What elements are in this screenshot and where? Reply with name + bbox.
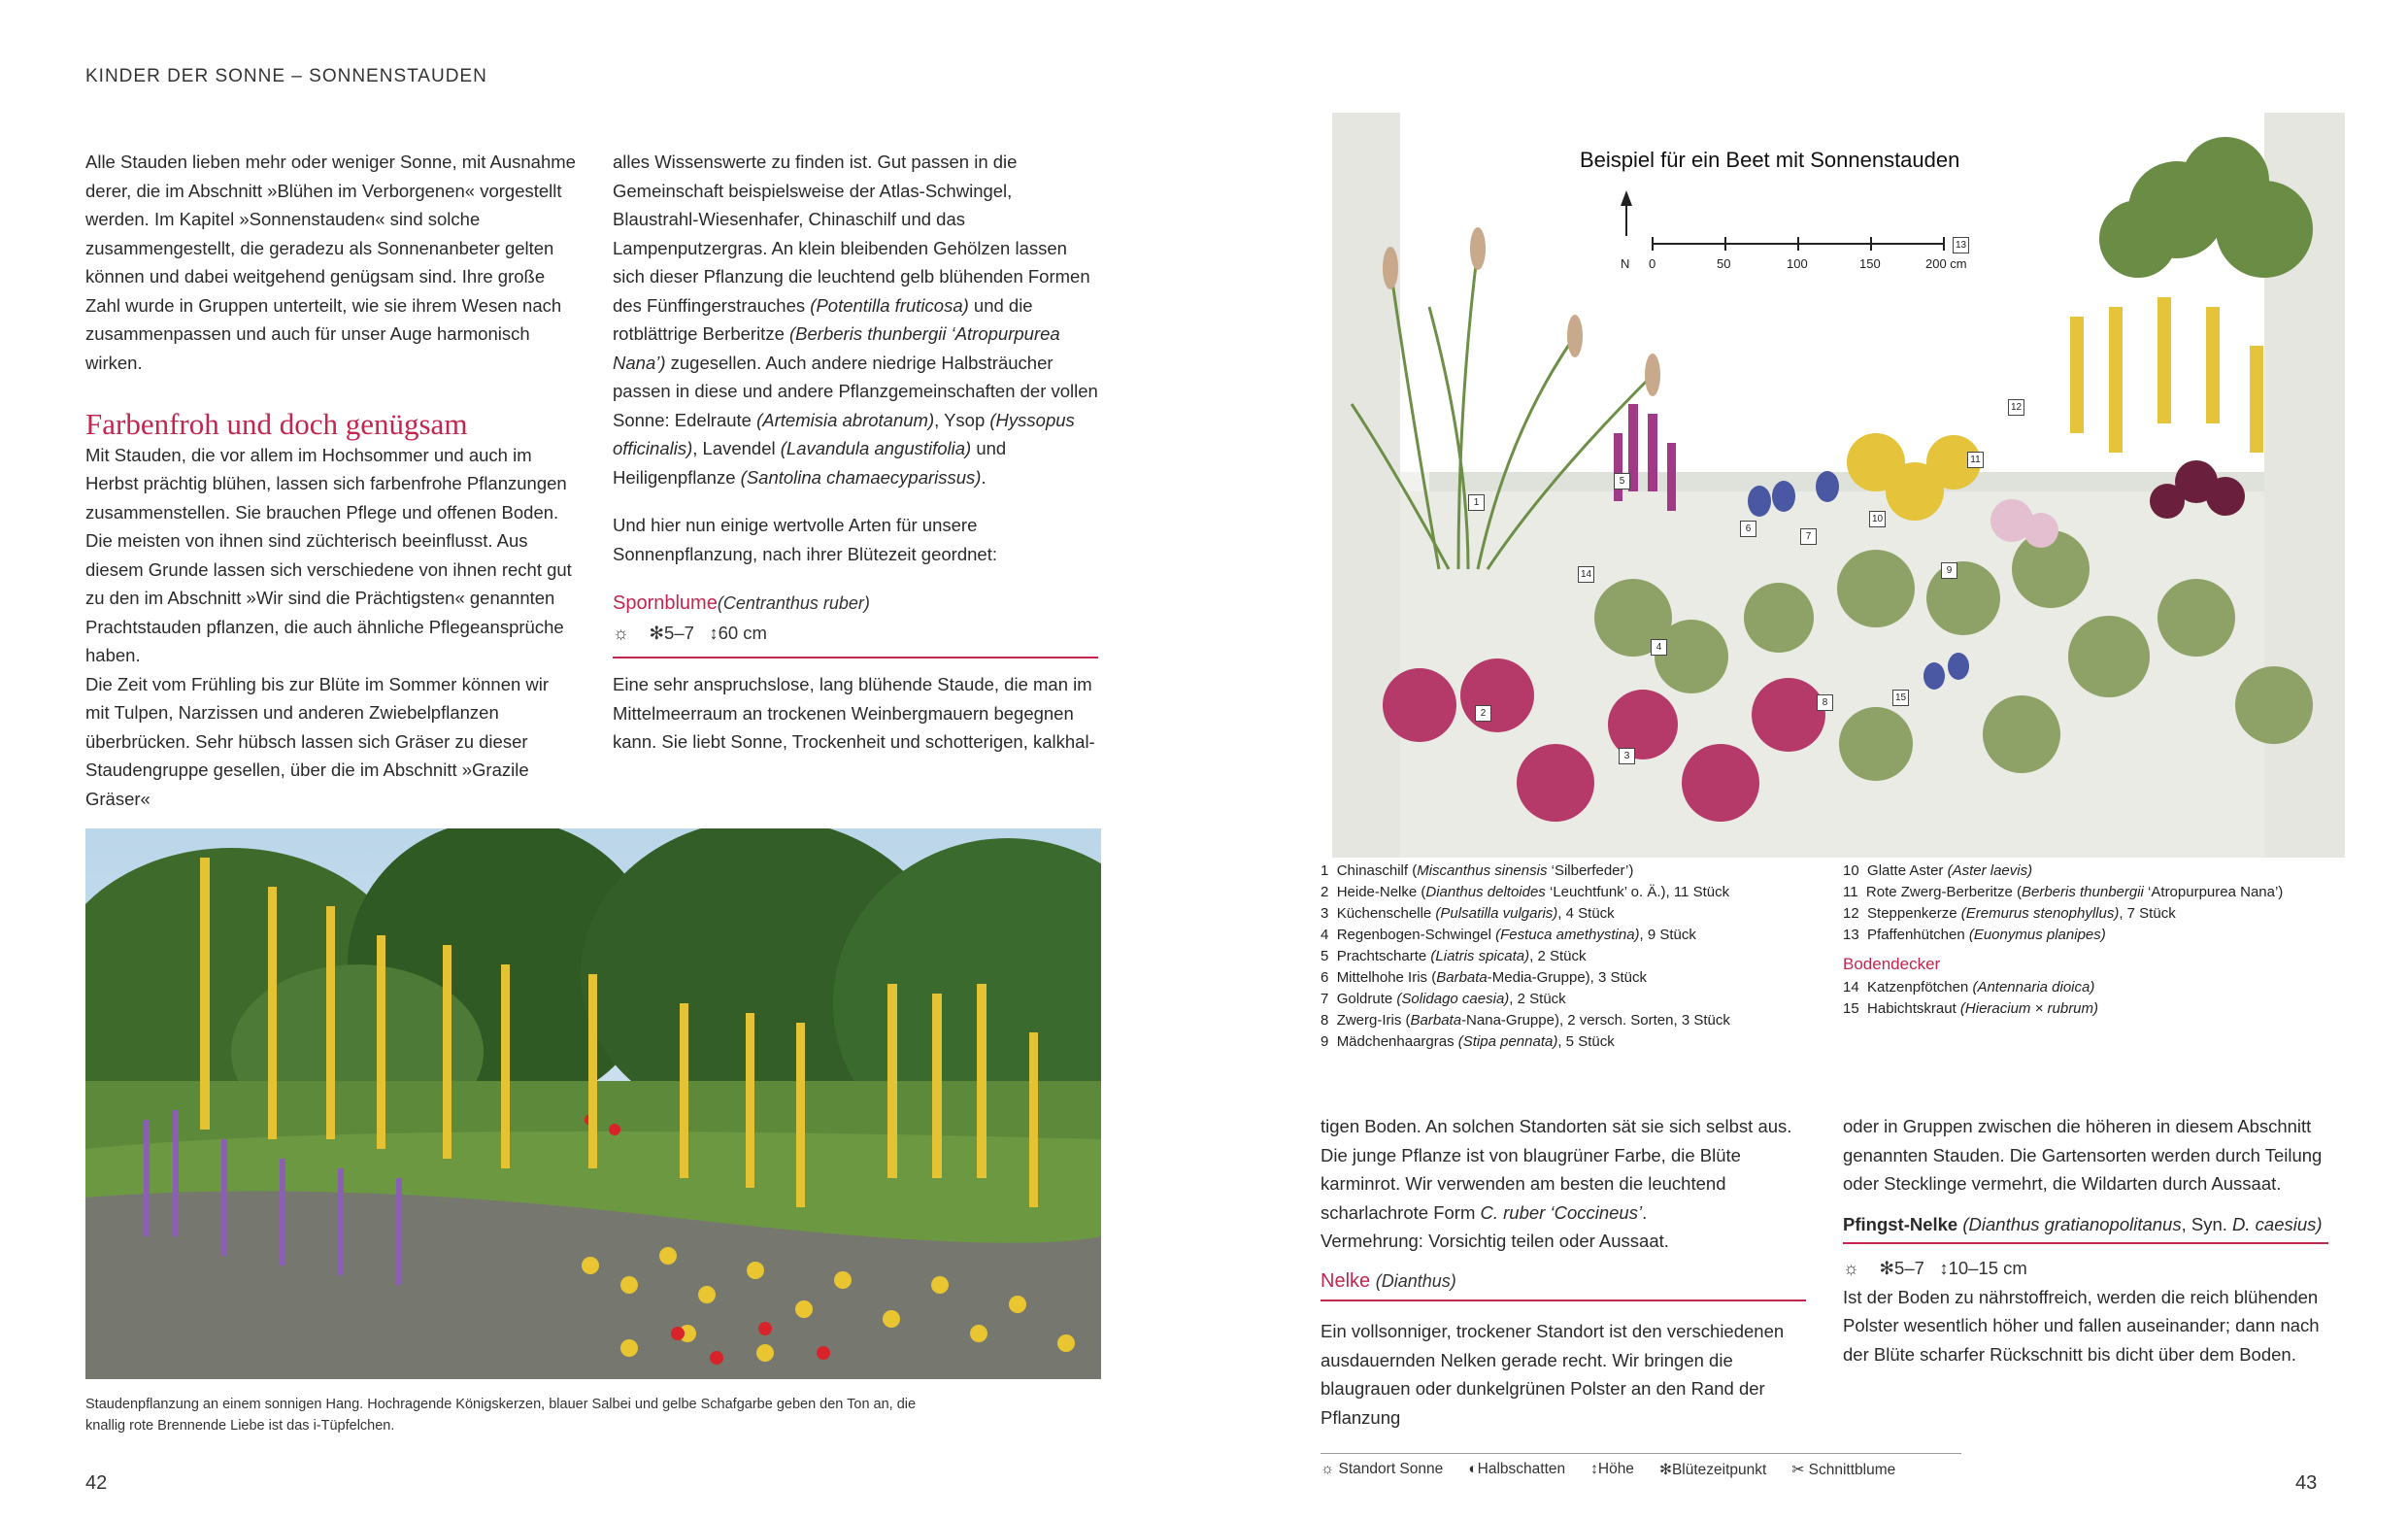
photo-caption: Staudenpflanzung an einem sonnigen Hang. Hochragende Königskerzen, blauer Salbei und gelbe Schafgarbe geben den Ton an, die knallig rote Brennende Liebe ist das i-Tüpfelchen. <box>85 1397 917 1434</box>
plan-title: Beispiel für ein Beet mit Sonnenstauden <box>1580 148 1960 172</box>
plan-marker: 13 <box>1953 237 1969 253</box>
plan-marker: 4 <box>1651 639 1667 656</box>
scale-tick-50: 50 <box>1717 256 1731 271</box>
farbenfroh-paragraph: Mit Stauden, die vor allem im Hochsommer und auch im Herbst prächtig blühen, lassen sich farbenfrohe Pflanzungen zusammenstellen. Sie brauchen Pflege und offenen Boden. Die meisten von ihnen sind züchterisch beeinflusst. Aus diesem Grunde lassen sich verschiedene von ihnen recht gut zu den im Abschnitt »Wir sind die Prächtigsten« genannten Prachtstauden pflanzen, die auch ähnliche Pflegeansprüche haben. <box>85 444 572 665</box>
sun-icon: ☼ <box>1843 1258 1859 1278</box>
pfingst-rule <box>1843 1242 2328 1244</box>
page-number-right: 43 <box>2295 1472 2318 1494</box>
planting-plan <box>1332 113 2345 858</box>
right-column-1 <box>1321 1112 1806 1432</box>
scale-tick-150: 150 <box>1859 256 1881 271</box>
sun-icon: ☼ <box>613 622 629 643</box>
nelke-continued: oder in Gruppen zwischen die höheren in diesem Abschnitt genannten Stauden. Die Gartensorten werden durch Teilung oder Stecklinge vermehrt, die Wildarten durch Aussaat. <box>1843 1116 2323 1194</box>
key-cutflower: ✂ Schnittblume <box>1791 1462 1896 1478</box>
garden-photo-illustration <box>85 828 1101 1379</box>
bodendecker-heading: Bodendecker <box>1843 955 1941 973</box>
spornblume-rule <box>613 657 1098 658</box>
bloom-icon: ✻ <box>1658 1462 1672 1478</box>
spornblume-heading: Spornblume(Centranthus ruber) <box>613 592 870 614</box>
garden-photo <box>85 828 1101 1379</box>
legend-item: 5 Prachtscharte (Liatris spicata), 2 Stück <box>1321 948 1587 964</box>
legend-right <box>1843 861 2348 1020</box>
pfingst-text: Ist der Boden zu nährstoffreich, werden die reich blühenden Polster wesentlich höher und fallen auseinander; dann nach der Blüte scharfer Rückschnitt bis dicht über dem Boden. <box>1843 1286 2320 1365</box>
symbol-key <box>1321 1461 1895 1479</box>
left-column-2 <box>613 148 1098 757</box>
legend-item: 11 Rote Zwerg-Berberitze (Berberis thunbergii ‘Atropurpurea Nana’) <box>1843 884 2284 900</box>
key-sun: ☼ Standort Sonne <box>1321 1461 1444 1477</box>
half-shade-icon: ◐ <box>1468 1461 1478 1477</box>
scale-tick-0: 0 <box>1649 256 1656 271</box>
plan-marker: 6 <box>1740 521 1756 537</box>
plan-marker: 14 <box>1578 566 1594 583</box>
heading-farbenfroh: Farbenfroh und doch genügsam <box>85 407 468 441</box>
col2-paragraph-1: alles Wissenswerte zu finden ist. Gut passen in die Gemeinschaft beispielsweise der Atlas-Schwingel, Blaustrahl-Wiesenhafer, Chinaschilf und das Lampenputzergras. An klein bleibenden Gehölzen lassen sich dieser Pflanzung die leuchtend gelb blühenden Formen des Fünffingerstrauches (Potentilla fruticosa) und die rotblättrige Berberitze (Berberis thunbergii ‘Atropurpurea Nana’) zugesellen. Auch andere niedrige Halbsträucher passen in diese und andere Pflanzgemeinschaften der vollen Sonne: Edelraute (Artemisia abrotanum), Ysop (Hyssopus officinalis), Lavendel (Lavandula angustifolia) und Heiligenpflanze (Santolina chamaecyparissus). <box>613 152 1098 488</box>
legend-item: 1 Chinaschilf (Miscanthus sinensis ‘Silberfeder’) <box>1321 862 1634 879</box>
left-column-1 <box>85 148 576 813</box>
nelke-text: Ein vollsonniger, trockener Standort ist den verschiedenen ausdauernden Nelken gerade recht. Wir bringen die blaugrauen oder dunkelgrünen Polster an den Rand der Pflanzung <box>1321 1321 1785 1428</box>
intro-paragraph: Alle Stauden lieben mehr oder weniger Sonne, mit Ausnahme derer, die im Abschnitt »Blühen im Verborgenen« vorgestellt werden. Im Kapitel »Sonnenstauden« sind solche zusammengestellt, die geradezu als Sonnenanbeter gelten können und dabei weitgehend genügsam sind. Ihre große Zahl wurde in Gruppen unterteilt, wie sie ihrem Wesen nach zusammenpassen und auch für unser Auge harmonisch wirken. <box>85 152 576 373</box>
plan-marker: 11 <box>1967 452 1984 468</box>
nelke-heading: Nelke (Dianthus) <box>1321 1269 1456 1292</box>
footer-rule <box>1321 1453 1961 1454</box>
legend-item: 9 Mädchenhaargras (Stipa pennata), 5 Stück <box>1321 1033 1615 1050</box>
plan-marker: 8 <box>1817 694 1833 711</box>
spornblume-continued: tigen Boden. An solchen Standorten sät sie sich selbst aus. Die junge Pflanze ist von blaugrüner Farbe, die Blüte karminrot. Wir verwenden am besten die leuchtend scharlachrote Form C. ruber ‘Coccineus’. <box>1321 1116 1792 1223</box>
plan-marker: 5 <box>1614 473 1630 489</box>
north-label: N <box>1621 256 1630 271</box>
legend-item: 8 Zwerg-Iris (Barbata-Nana-Gruppe), 2 versch. Sorten, 3 Stück <box>1321 1012 1730 1029</box>
legend-left <box>1321 861 1825 1053</box>
scissors-icon: ✂ <box>1791 1462 1805 1478</box>
plan-marker: 9 <box>1941 562 1957 579</box>
running-head: KINDER DER SONNE – SONNENSTAUDEN <box>85 66 487 86</box>
plan-marker: 15 <box>1892 690 1909 706</box>
page-number-left: 42 <box>85 1472 108 1494</box>
legend-item: 14 Katzenpfötchen (Antennaria dioica) <box>1843 979 2095 996</box>
plan-marker: 12 <box>2008 399 2024 416</box>
key-bloom: ✻Blütezeitpunkt <box>1658 1462 1767 1478</box>
legend-item: 2 Heide-Nelke (Dianthus deltoides ‘Leuchtfunk’ o. Ä.), 11 Stück <box>1321 884 1730 900</box>
legend-item: 6 Mittelhohe Iris (Barbata-Media-Gruppe), 3 Stück <box>1321 969 1648 986</box>
plan-marker: 3 <box>1619 748 1635 764</box>
legend-item: 4 Regenbogen-Schwingel (Festuca amethystina), 9 Stück <box>1321 927 1696 943</box>
col2-paragraph-2: Und hier nun einige wertvolle Arten für unsere Sonnenpflanzung, nach ihrer Blütezeit geordnet: <box>613 515 997 564</box>
pfingst-symbols: ☼ ✻5–7 ↕10–15 cm <box>1843 1258 2027 1278</box>
spornblume-text: Eine sehr anspruchslose, lang blühende Staude, die man im Mittelmeerraum an trockenen Weinbergmauern begegnen kann. Sie liebt Sonne, Trockenheit und schotterigen, kalkhal- <box>613 674 1095 752</box>
vermehrung-text: Vermehrung: Vorsichtig teilen oder Aussaat. <box>1321 1231 1669 1251</box>
right-column-2 <box>1843 1112 2328 1368</box>
legend-item: 10 Glatte Aster (Aster laevis) <box>1843 862 2033 879</box>
plan-marker: 1 <box>1468 494 1485 511</box>
pfingst-nelke-heading: Pfingst-Nelke (Dianthus gratianopolitanus, Syn. D. caesius) <box>1843 1213 2323 1234</box>
plan-marker: 2 <box>1475 705 1491 722</box>
planting-plan-illustration <box>1332 113 2345 858</box>
plan-marker: 10 <box>1869 511 1886 527</box>
legend-item: 15 Habichtskraut (Hieracium × rubrum) <box>1843 1000 2099 1017</box>
legend-item: 12 Steppenkerze (Eremurus stenophyllus), 7 Stück <box>1843 905 2176 922</box>
legend-item: 3 Küchenschelle (Pulsatilla vulgaris), 4 Stück <box>1321 905 1615 922</box>
farbenfroh-paragraph-2: Die Zeit vom Frühling bis zur Blüte im Sommer können wir mit Tulpen, Narzissen und anderen Zwiebelpflanzen überbrücken. Sehr hübsch lassen sich Gräser zu dieser Staudengruppe gesellen, über die im Abschnitt »Grazile Gräser« <box>85 673 550 809</box>
key-height: ↕Höhe <box>1590 1461 1634 1477</box>
nelke-rule <box>1321 1300 1806 1301</box>
scale-tick-200: 200 cm <box>1925 256 1967 271</box>
height-icon: ↕ <box>1590 1461 1598 1477</box>
spornblume-symbols: ☼ ✻5–7 ↕60 cm <box>613 622 767 643</box>
plan-marker: 7 <box>1800 528 1817 545</box>
legend-item: 13 Pfaffenhütchen (Euonymus planipes) <box>1843 927 2106 943</box>
sun-icon: ☼ <box>1321 1461 1335 1477</box>
key-halfshade: ◐Halbschatten <box>1468 1461 1566 1477</box>
scale-tick-100: 100 <box>1787 256 1808 271</box>
legend-item: 7 Goldrute (Solidago caesia), 2 Stück <box>1321 991 1566 1007</box>
